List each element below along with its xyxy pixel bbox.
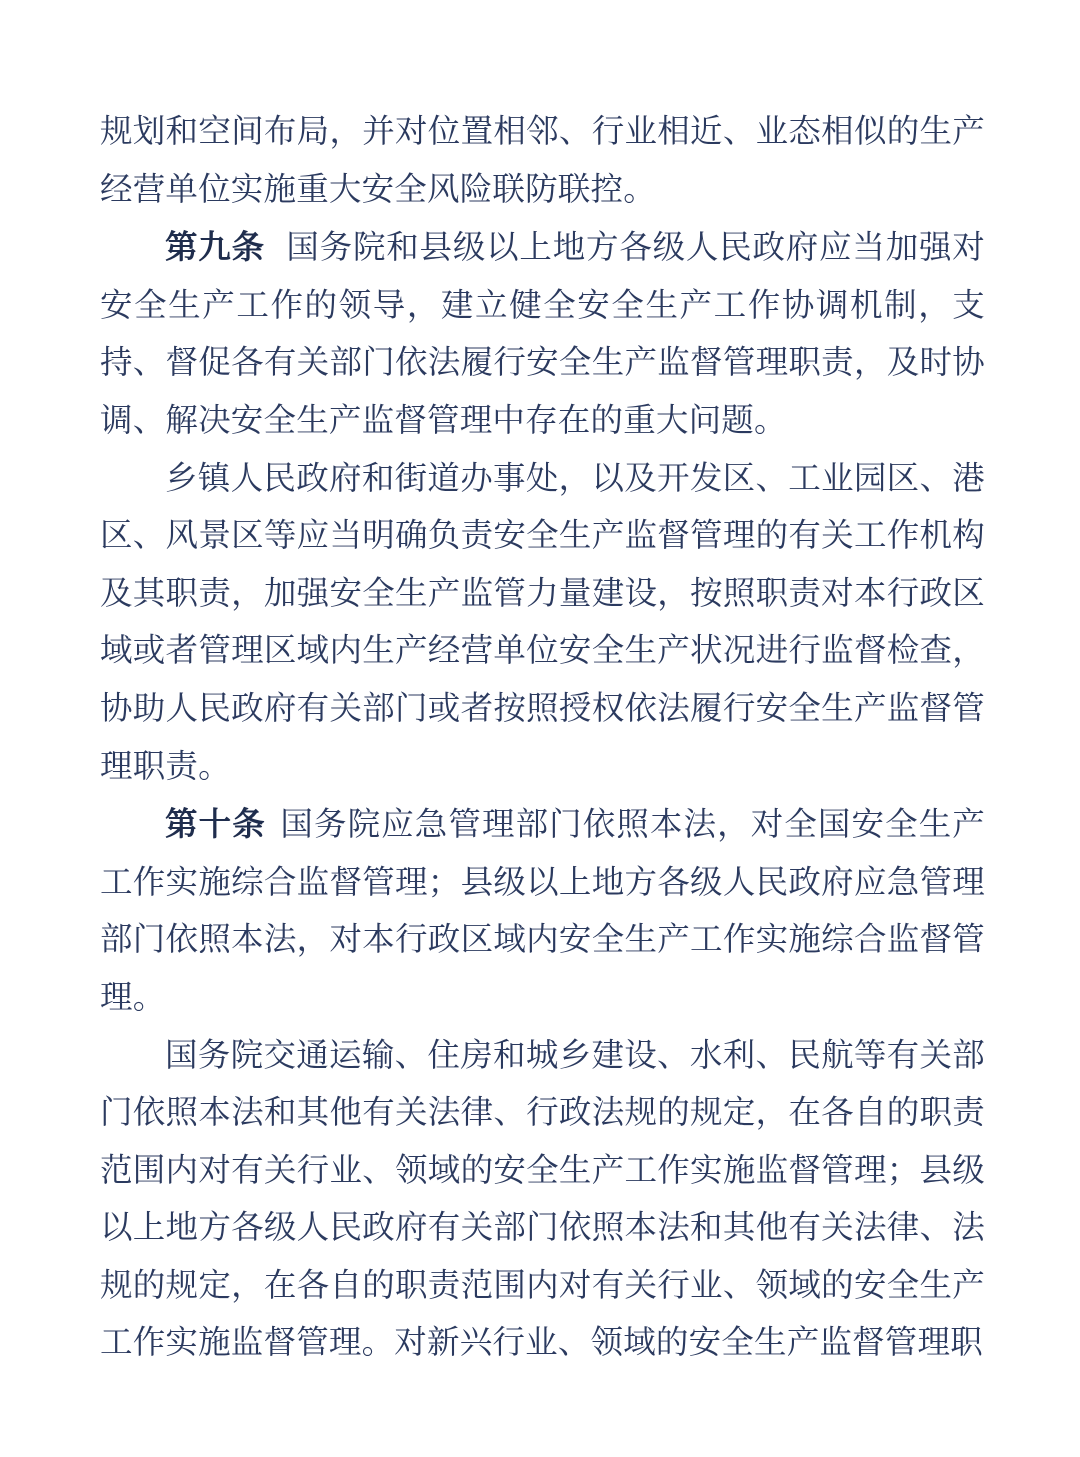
paragraph-text: 乡镇人民政府和街道办事处，以及开发区、工业园区、港区、风景区等应当明确负责安全生产监督管理的有关工作机构及其职责，加强安全生产监管力量建设，按照职责对本行政区域或者管理区域内生产经营单位安全生产状况进行监督检查，协助人民政府有关部门或者按照授权依法履行安全生产监督管理职责。 <box>100 460 985 785</box>
paragraph-text: 规划和空间布局，并对位置相邻、行业相近、业态相似的生产经营单位实施重大安全风险联防联控。 <box>100 114 985 208</box>
paragraph-continuation <box>100 104 985 219</box>
paragraph-article-9 <box>100 219 985 450</box>
law-text-block <box>100 104 985 1373</box>
article-9-number: 第九条 <box>165 229 265 266</box>
paragraph-article-9-clause-2 <box>100 451 985 797</box>
paragraph-text: 国务院交通运输、住房和城乡建设、水利、民航等有关部门依照本法和其他有关法律、行政法规的规定，在各自的职责范围内对有关行业、领域的安全生产工作实施监督管理；县级以上地方各级人民政府有关部门依照本法和其他有关法律、法规的规定，在各自的职责范围内对有关行业、领域的安全生产工作实施监督管理。对新兴行业、领域的安全生产监督管理职 <box>100 1037 985 1362</box>
paragraph-text: 国务院和县级以上地方各级人民政府应当加强对安全生产工作的领导，建立健全安全生产工作协调机制，支持、督促各有关部门依法履行安全生产监督管理职责，及时协调、解决安全生产监督管理中存在的重大问题。 <box>100 230 986 439</box>
paragraph-article-10 <box>100 796 985 1027</box>
paragraph-article-10-clause-2 <box>100 1028 985 1374</box>
paragraph-text: 国务院应急管理部门依照本法，对全国安全生产工作实施综合监督管理；县级以上地方各级人民政府应急管理部门依照本法，对本行政区域内安全生产工作实施综合监督管理。 <box>100 807 986 1016</box>
article-10-number: 第十条 <box>165 806 266 843</box>
